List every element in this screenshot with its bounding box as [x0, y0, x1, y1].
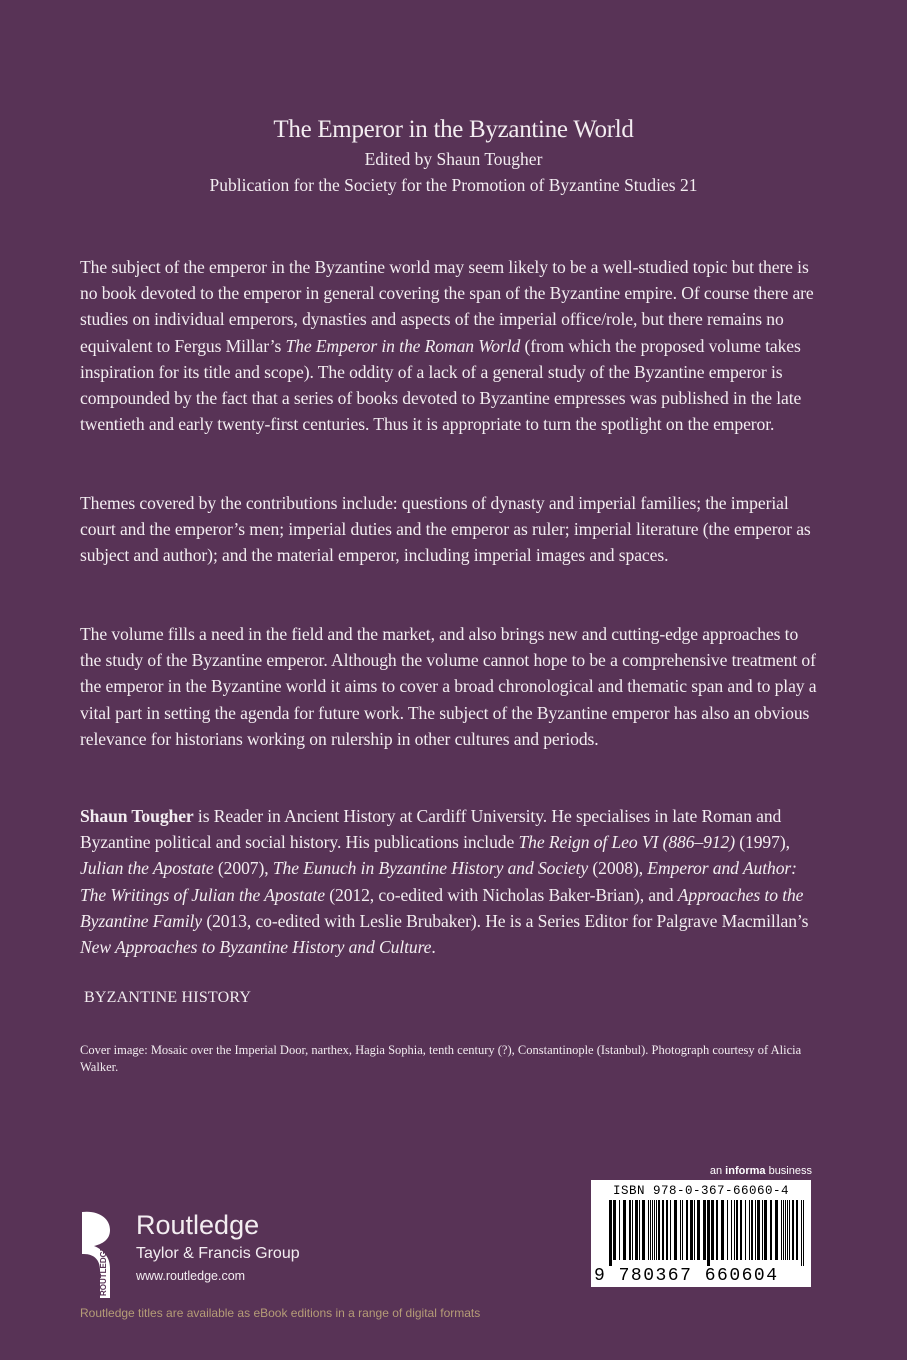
bio-text: (2012, co-edited with Nicholas Baker-Brian), and [324, 884, 678, 905]
barcode-bar [775, 1200, 778, 1260]
barcode-bar [789, 1200, 790, 1260]
informa-tagline [710, 1165, 812, 1177]
title-block [0, 114, 907, 198]
isbn-label: ISBN 978-0-367-66060-4 [612, 1184, 790, 1198]
barcode-bar [727, 1200, 728, 1260]
barcode-bar [642, 1200, 645, 1260]
barcode-bar [736, 1200, 738, 1260]
barcode-bar [785, 1200, 786, 1260]
publisher-name: Routledge [136, 1210, 260, 1240]
barcode-bar [629, 1200, 631, 1260]
barcode-bar [680, 1200, 681, 1260]
barcode-bar [757, 1200, 760, 1260]
publisher-group: Taylor & Francis Group [136, 1245, 300, 1262]
barcode-bar [632, 1200, 633, 1260]
barcode-bar [716, 1200, 718, 1260]
barcode-bar [764, 1200, 767, 1260]
barcode-bar [694, 1200, 695, 1260]
informa-prefix: an [709, 1165, 726, 1177]
barcode-bar [690, 1200, 693, 1260]
barcode-bar [740, 1200, 742, 1260]
barcode-bar [731, 1200, 732, 1260]
publisher-url: www.routledge.com [136, 1269, 246, 1283]
editor-line: Edited by Shaun Tougher [364, 149, 543, 169]
barcode-bar [721, 1200, 724, 1260]
bio-text: (2007), [213, 858, 273, 879]
barcode-bar [781, 1200, 782, 1260]
barcode-bar [783, 1200, 784, 1260]
informa-suffix: business [765, 1165, 812, 1177]
barcode-bar [639, 1200, 640, 1260]
barcode-bar [682, 1200, 683, 1260]
barcode-bar [613, 1200, 616, 1260]
bio-text: (2008), [588, 858, 648, 879]
barcode-bar [619, 1200, 620, 1260]
barcode-bars [609, 1200, 805, 1266]
author-bio [80, 803, 820, 960]
barcode-bar [703, 1200, 706, 1260]
volume-text: The volume fills a need in the field and the market, and also brings new and cutting-edge approaches to the study of the Byzantine emperor. Although the volume cannot hope to be a comprehensive treatment of the emperor in the Byzantine world it aims to cover a broad chronological and thematic span and to play a vital part in setting the agenda for future work. The subject of the Byzantine emperor has also an obvious relevance for historians working on rulership in other cultures and periods. [80, 624, 817, 749]
bio-text: (2013, co-edited with Leslie Brubaker). He is a Series Editor for Palgrave Macmillan’s [202, 910, 809, 931]
barcode-bar [650, 1200, 651, 1260]
barcode-bar [666, 1200, 668, 1260]
informa-brand: informa [725, 1165, 766, 1177]
bio-text: (1997), [734, 832, 790, 853]
description-paragraph-3 [80, 621, 820, 752]
publication-title: Julian the Apostate [80, 858, 214, 879]
barcode-bar [755, 1200, 756, 1260]
routledge-logo [80, 1210, 340, 1300]
author-name: Shaun Tougher [80, 806, 194, 826]
barcode-bar [648, 1200, 649, 1260]
book-title: The Emperor in the Byzantine World [273, 116, 634, 143]
routledge-mark-icon [80, 1210, 114, 1300]
barcode-bar [792, 1200, 794, 1260]
barcode-bar [670, 1200, 671, 1260]
barcode-bar [652, 1200, 653, 1260]
barcode-bar [686, 1200, 688, 1260]
barcode-bar [762, 1200, 763, 1260]
cover-credit: Cover image: Mosaic over the Imperial Door, narthex, Hagia Sophia, tenth century (?), Constantinople (Istanbul). Photograph courtesy of Alicia Walker. [80, 1043, 802, 1074]
barcode-bar [707, 1200, 710, 1266]
barcode-bar [711, 1200, 714, 1260]
publication-title: Approaches to the Byzantine Family [80, 884, 804, 931]
bio-text: . [431, 937, 436, 958]
publication-title: The Eunuch in Byzantine History and Society [272, 858, 589, 879]
barcode-bar [697, 1200, 700, 1260]
barcode-bar [749, 1200, 750, 1260]
cited-title: The Emperor in the Roman World [285, 335, 521, 356]
barcode-bar [656, 1200, 657, 1260]
barcode-bar [770, 1200, 772, 1260]
barcode-bar [662, 1200, 664, 1260]
barcode-bar [796, 1200, 798, 1260]
publication-title: The Reign of Leo VI (886–912) [518, 832, 735, 853]
isbn-barcode [591, 1180, 811, 1287]
description-text: The subject of the emperor in the Byzantine world may seem likely to be a well-studied topic but there is no book devoted to the emperor in general covering the span of the Byzantine empire. Of course there are studies on individual emperors, dynasties and aspects of the imperial office/role, but there remains no equivalent to Fergus Millar’s [80, 257, 814, 356]
barcode-bar [658, 1200, 660, 1260]
themes-text: Themes covered by the contributions include: questions of dynasty and imperial families; the imperial court and the emperor’s men; imperial duties and the emperor as ruler; imperial literature (the emperor as subject and author); and the material emperor, including imperial images and spaces. [80, 493, 811, 566]
logo-vertical-text: ROUTLEDGE [99, 1245, 108, 1296]
publication-title: Emperor and Author: The Writings of Julian the Apostate [80, 858, 797, 905]
barcode-bar [745, 1200, 746, 1260]
ebook-note: Routledge titles are available as eBook editions in a range of digital formats [80, 1306, 481, 1320]
barcode-bar [787, 1200, 788, 1260]
barcode-bar [801, 1200, 802, 1266]
subject-category: BYZANTINE HISTORY [84, 989, 252, 1006]
barcode-bar [623, 1200, 626, 1260]
barcode-bar [751, 1200, 753, 1260]
description-paragraph-2 [80, 490, 820, 569]
description-paragraph-1 [80, 254, 820, 437]
isbn-digits: 9 780367 660604 [594, 1266, 779, 1286]
barcode-bar [734, 1200, 735, 1260]
barcode-bar [674, 1200, 677, 1260]
series-title: New Approaches to Byzantine History and Culture [80, 937, 432, 958]
series-line: Publication for the Society for the Promotion of Byzantine Studies 21 [209, 175, 698, 195]
barcode-bar [654, 1200, 655, 1260]
barcode-bar [609, 1200, 612, 1266]
barcode-bar [635, 1200, 638, 1260]
bio-text: is Reader in Ancient History at Cardiff University. He specialises in late Roman and Byzantine political and social history. His publications include [80, 806, 782, 853]
description-text: (from which the proposed volume takes inspiration for its title and scope). The oddity of a lack of a general study of the Byzantine emperor is compounded by the fact that a series of books devoted to Byzantine empresses was published in the late twentieth and early twenty-first centuries. Thus it is appropriate to turn the spotlight on the emperor. [80, 335, 802, 435]
barcode-bar [803, 1200, 804, 1266]
